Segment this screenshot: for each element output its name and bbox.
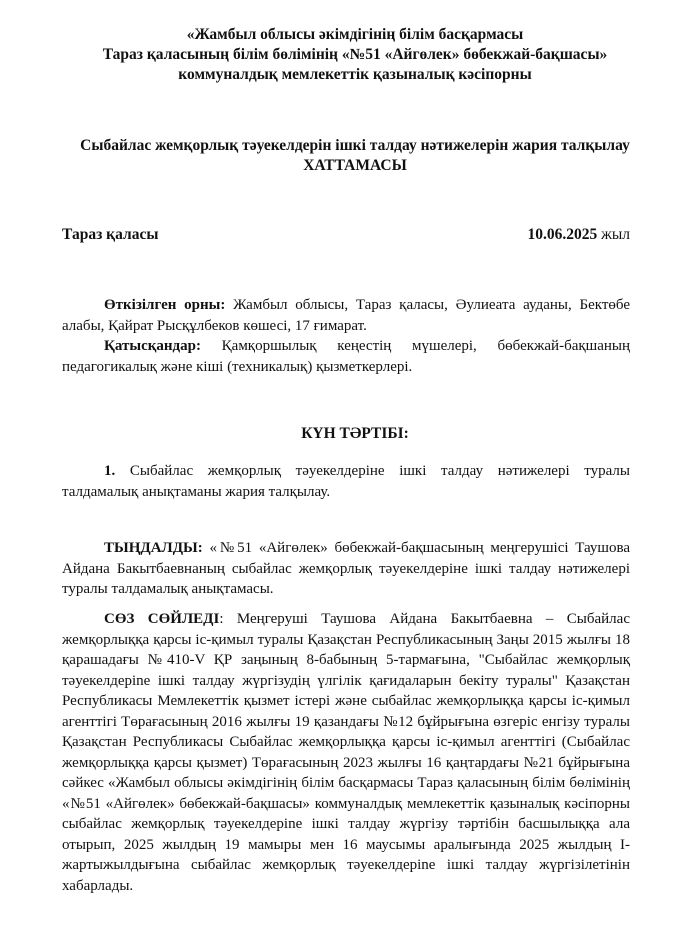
heard-paragraph	[62, 538, 630, 600]
date-value: 10.06.2025	[527, 226, 598, 243]
title-line-2: ХАТТАМАСЫ	[303, 157, 407, 174]
participants-text: Қамқоршылық кеңестің мүшелері, бөбекжай-бақшаның педагогикалық және кіші (техникалық) қызметкерлері.	[62, 338, 630, 375]
venue-label: Өткізілген орны:	[104, 297, 226, 313]
agenda-title: КҮН ТӘРТІБІ:	[301, 425, 409, 442]
header-line-3: коммуналдық мемлекеттік қазыналық кәсіпорны	[178, 66, 532, 83]
header-line-2: Тараз қаласының білім бөлімінің «№51 «Айгөлек» бөбекжай-бақшасы»	[102, 46, 608, 63]
date-suffix: жыл	[597, 226, 630, 243]
participants-paragraph	[62, 336, 630, 377]
organization-header	[60, 25, 650, 85]
agenda-item-number: 1.	[104, 463, 116, 479]
venue-paragraph	[62, 295, 630, 336]
spoke-text: : Меңгеруші Таушова Айдана Бакытбаевна – Сыбайлас жемқорлыққа қарсы іс-қимыл туралы Қазақстан Республикасының Заңы 2015 жылғы 18 қарашадағы №410-V ҚР заңының 8-бабының 5-тармағына, "Сыбайлас жемқорлық тәуекелдерine ішкі талдау жүргізудің үлгілік қағидаларын бекіту туралы" Қазақстан Республикасы Мемлекеттік қызмет істері және сыбайлас жемқорлыққа қарсы іс-қимыл агенттігі Төрағасының 2016 жылғы 19 қазандағы №12 бұйрығына өзгеріс енгізу туралы Қазақстан Республикасы Сыбайлас жемқорлыққа қарсы іс-қимыл агенттігі (Сыбайлас жемқорлыққа қарсы қызмет) Төрағасының 2023 жылғы 16 қаңтардағы №21 бұйрығына сәйкес «Жамбыл облысы әкімдігінің білім басқармасы Тараз қаласының білім бөлімінің «№51 «Айгөлек» бөбекжай-бақшасы» коммуналдық мемлекеттік қазыналық кәсіпорны сыбайлас жемқорлық тәуекелдерine ішкі талдау жүргізу тәртібін басшылыққа ала отырып, 2025 жылдың 19 мамыры мен 16 маусымы аралығында 2025 жылдың І-жартыжылдығына сыбайлас жемқорлық тәуекелдерine ішкі талдау жүргізілетінін хабарлады.	[62, 611, 630, 894]
header-line-1: «Жамбыл облысы әкімдігінің білім басқармасы	[186, 26, 524, 43]
agenda-item	[62, 461, 630, 502]
heard-text: «№51 «Айгөлек» бөбекжай-бақшасының меңгерушісі Таушова Айдана Бакытбаевнаның сыбайлас жемқорлық тәуекелдеріне ішкі талдау нәтижелері туралы талдамалық анықтамасы.	[62, 540, 630, 597]
document-date	[528, 225, 630, 245]
venue-text: Жамбыл облысы, Тараз қаласы, Әулиеата ауданы, Бектөбе алабы, Қайрат Рысқұлбеков көшесі, 17 ғимарат.	[62, 297, 630, 334]
document-title	[60, 136, 650, 176]
heard-label: ТЫҢДАЛДЫ:	[104, 540, 203, 556]
spoke-label: СӨЗ СӨЙЛЕДІ	[104, 611, 220, 627]
participants-label: Қатысқандар:	[104, 338, 201, 354]
agenda-item-text: Сыбайлас жемқорлық тәуекелдеріне ішкі талдау нәтижелері туралы талдамалық анықтаманы жария талқылау.	[62, 463, 630, 500]
spoke-paragraph	[62, 609, 630, 896]
title-line-1: Сыбайлас жемқорлық тәуекелдерін ішкі талдау нәтижелерін жария талқылау	[80, 137, 630, 154]
city: Тараз қаласы	[62, 226, 159, 243]
